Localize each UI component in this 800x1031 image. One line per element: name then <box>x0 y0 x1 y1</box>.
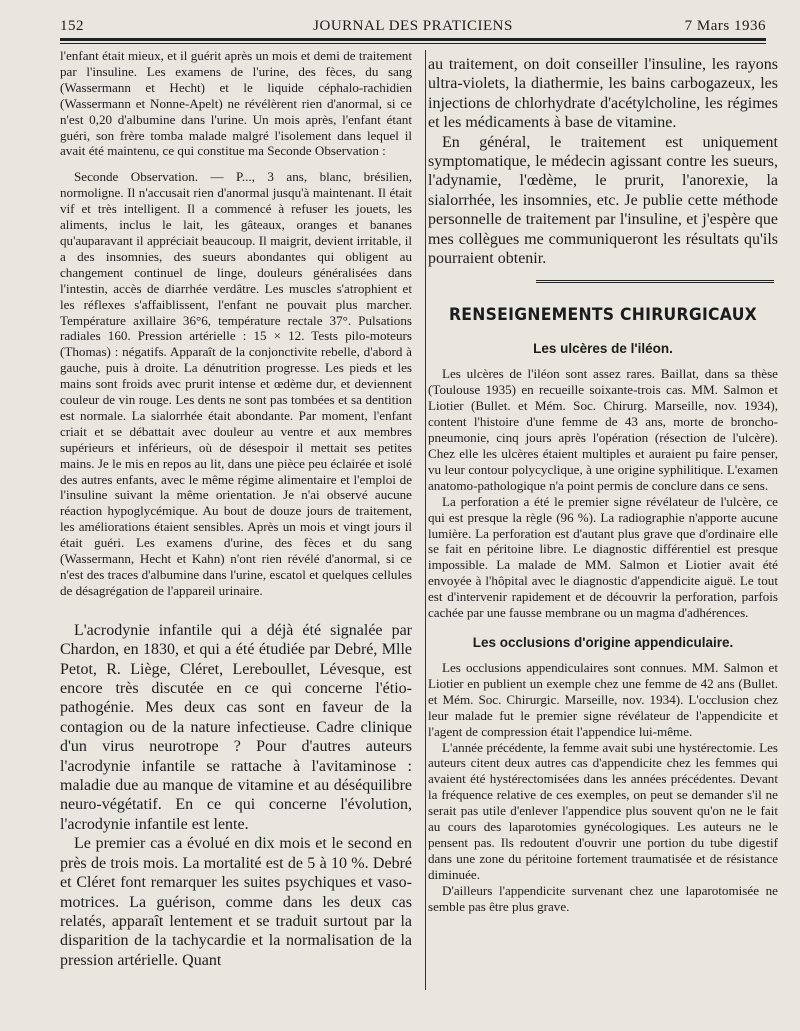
paragraph: En général, le traitement est uniquement symptomatique, le médecin agissant contre les sueurs, l'adynamie, l'œdème, le prurit, l'anorexie, la sialorrhée, les insomnies, etc. Je publie cette méthode personnelle de traitement par l'insuline, et j'espère que mes collègues me communiqueront les résultats qu'ils pourraient obtenir. <box>428 133 778 268</box>
paragraph: l'enfant était mieux, et il guérit après un mois et demi de traitement par l'insuline. Les examens de l'urine, des fèces, du sang (Wassermann et Hecht) et le liquide céphalo-rachidien (Wassermann et Nonne-Apelt) ne révélèrent rien d'anormal, si ce n'est 0,20 d'albumine dans l'urine. Un mois après, l'enfant étant guéri, son frère tomba malade malgré l'isolement dans lequel il avait été maintenu, ce qui constitue ma Seconde Observation : <box>60 48 412 159</box>
journal-title: JOURNAL DES PRATICIENS <box>313 18 513 34</box>
paragraph: Le premier cas a évolué en dix mois et le second en près de trois mois. La mortalité est de 5 à 10 %. Debré et Cléret font remarquer les suites psychiques et vaso-motrices. La guérison, comme dans les deux cas relatés, apparaît lentement et se traduit surtout par la disparition de la tachycardie et la normalisation de la pression artérielle. Quant <box>60 835 412 969</box>
paragraph: Les ulcères de l'iléon sont assez rares. Baillat, dans sa thèse (Toulouse 1935) en recueille soixante-trois cas. MM. Salmon et Liotier (Bullet. et Mém. Soc. Chirurg. Marseille, nov. 1934), content l'histoire d'une femme de 43 ans, morte de broncho-pneumonie, cinq jours après l'opération (résection de l'ulcère). Chez elle les ulcères étaient multiples et auraient pu faire penser, vu leur contour polycyclique, à une origine syphilitique. L'examen anatomo-pathologique n'a point permis de conclure dans ce sens. <box>428 366 778 493</box>
header-rule <box>60 38 766 41</box>
paragraph: Les occlusions appendiculaires sont connues. MM. Salmon et Liotier en publient un exemple chez une femme de 42 ans (Bullet. et Mém. Soc. Chirurgic. Marseille, nov. 1934). L'occlusion chez leur malade fut le premier signe révélateur de l'appendicite et l'agent de compression était l'appendice lui-même. <box>428 659 778 739</box>
column-divider <box>425 50 426 990</box>
paragraph: L'acrodynie infantile qui a déjà été signalée par Chardon, en 1830, et qui a été étudiée par Debré, Mlle Petot, R. Liège, Cléret, Lereboullet, Lévesque, est encore très discutée en ce qui concerne l'étio-pathogénie. Mes deux cas sont en faveur de la contagion ou de la nature infectieuse. Cadre clinique d'un virus neurotrope ? Pour d'autres auteurs l'acrodynie infantile se rattache à l'avitaminose : maladie due au manque de vitamine et au déséquilibre neuro-végétatif. En ce qui concerne l'évolution, l'acrodynie infantile est lente. <box>60 621 412 833</box>
subsection-title: Les ulcères de l'iléon. <box>533 341 673 357</box>
paragraph: La perforation a été le premier signe révélateur de l'ulcère, ce qui est presque la règle (96 %). La radiographie n'apporte aucune lumière. La perforation est d'autant plus grave que d'ordinaire elle se fait en péritoine libre. Le diagnostic différentiel est presque impossible. La malade de MM. Salmon et Liotier avait été envoyée à l'hôpital avec le diagnostic d'appendicite aiguë. Le tout est d'intervenir rapidement et de découvrir la perforation, parfois cachée par une fausse membrane ou un magma d'adhérences. <box>428 493 778 621</box>
right-column <box>428 55 778 914</box>
paragraph: L'année précédente, la femme avait subi une hystérectomie. Les auteurs citent deux autres cas d'appendicite chez les femmes qui avaient été hystérectomisées dans les années précédentes. Devant la fréquence relative de ces exemples, on peut se demander s'il ne serait pas utile d'enlever l'appendice plus souvent qu'on ne le fait au cours des laparotomies gynécologiques. Les auteurs ne le pensent pas. Ils redoutent d'ouvrir une portion du tube digestif dans une zone du péritoine fortement traumatisée et de résistance diminuée. <box>428 739 778 882</box>
paragraph: au traitement, on doit conseiller l'insuline, les rayons ultra-violets, la diathermie, les bains carbogazeux, les injections de chlorhydrate d'acétylcholine, les régimes et les médicaments à base de vitamine. <box>428 56 778 132</box>
section-divider <box>536 280 774 287</box>
left-column <box>60 48 412 970</box>
section-title: RENSEIGNEMENTS CHIRURGICAUX <box>448 305 758 326</box>
page-header <box>60 14 766 36</box>
paragraph: Seconde Observation. — P..., 3 ans, blanc, brésilien, normoligne. Il n'accusait rien d'anormal jusqu'à maintenant. Il était vif et très intelligent. Il a commencé à refuser les jouets, les aliments, inclus le lait, les gâteaux, oranges et bananes qu'auparavant il appréciait beaucoup. Il maigrit, devient irritable, il a des insomnies, des sueurs abondantes qui obligent au changement continuel de linge, douleurs généralisées dans l'intestin, accès de diarrhée verdâtre. Les muscles s'atrophient et les réflexes s'affaiblissent, l'enfant ne pouvait plus marcher. Température axillaire 36°6, température rectale 37°. Pulsations radiales 160. Pression artérielle : 15 × 12. Tests pilo-moteurs (Thomas) : négatifs. Apparaît de la conjonctivite rebelle, d'abord à gauche, puis à droite. La dénutrition progresse. Les pieds et les mains sont froids avec prurit intense et œdème dur, et deviennent couleur de vin rouge. Les dents ne sont pas tombées et sa dentition est normale. La sialorrhée était abondante. Par moment, l'enfant criait et se débattait avec douleur au ventre et aux membres supérieurs et inférieurs, où de désespoir il mettait ses petites mains. Je le mis en repos au lit, dans une pièce peu éclairée et isolé des autres enfants, avec le même régime alimentaire et l'emploi de l'insuline suivant la même orientation. Je n'ai observé aucune réaction hypoglycémique. Au bout de douze jours de traitement, les améliorations étaient sensibles. Après un mois et vingt jours il était guéri. Les examens d'urine, des fèces et du sang (Wassermann, Hecht et Kahn) n'ont rien révélé d'anormal, si ce n'est des traces d'albumine dans l'urine, escatol et quelques cellules de désagrégation de l'appareil urinaire. <box>60 169 412 598</box>
header-rule-thin <box>60 43 766 44</box>
subsection-title: Les occlusions d'origine appendiculaire. <box>472 634 734 650</box>
paragraph: D'ailleurs l'appendicite survenant chez une laparotomisée ne semble pas être plus grave. <box>428 882 778 914</box>
page-number: 152 <box>60 18 84 34</box>
issue-date: 7 Mars 1936 <box>684 18 766 34</box>
